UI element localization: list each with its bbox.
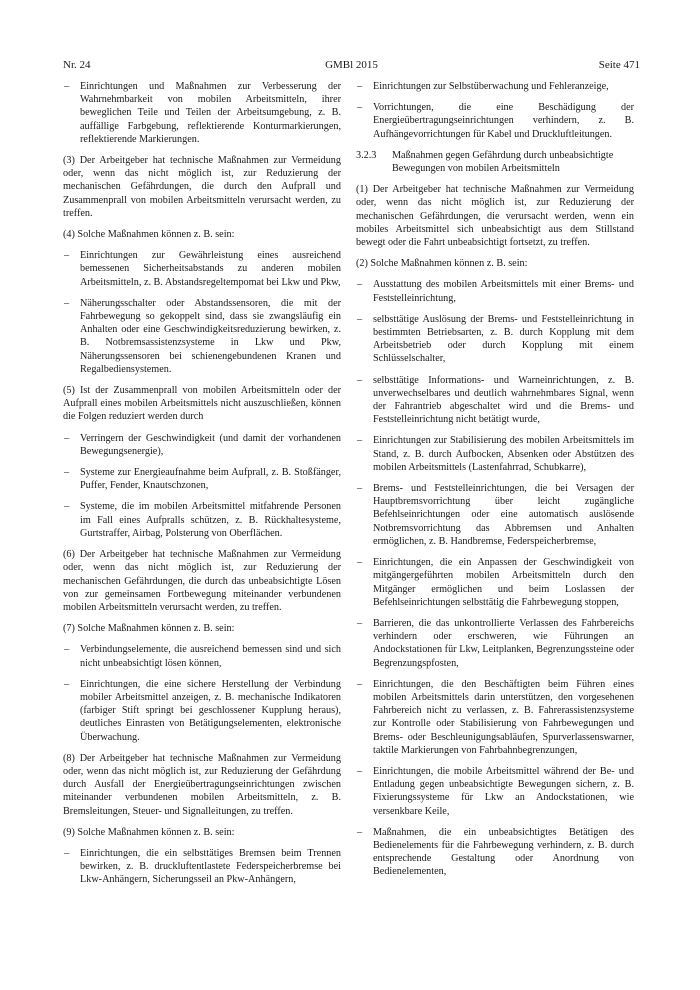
list-item-text: Verringern der Geschwindigkeit (und damit der vorhandenen Bewegungsenergie), [80,432,341,457]
list-dash: – [64,81,70,92]
list-item-text: Brems- und Feststelleinrichtungen, die bei Versagen der Hauptbremsvorrichtung über leicht zugängliche Befehlseinrichtungen oder eine automatisch auslösende Notbremsvorrichtung das Abbremsen und Anhalten ermöglichen, z. B. Handbremse, Federspeicherbremse, [373,483,634,547]
list-dash: – [357,678,363,690]
list-item-text: Maßnahmen, die ein unbeabsichtigtes Betätigen des Bedienelements für die Fahrbewegung verhindern, z. B. durch entsprechende Gestaltung oder Anordnung von Bedienelementen, [373,826,634,878]
section-number: 3.2.3 [356,149,377,161]
list-item-text: Einrichtungen, die eine sichere Herstellung der Verbindung mobiler Arbeitsmittel anzeigen, z. B. mechanische Indikatoren (farbiger Stift springt bei geschlossener Kupplung heraus), deutliches Einrasten von Betätigungselementen, elektronische Überwachung. [80,678,341,743]
list-item [63,678,341,744]
list-item-text: Näherungsschalter oder Abstandssensoren, die mit der Fahrbewegung so gekoppelt sind, dass sie zwangsläufig ein Anhalten oder eine Geschwindigkeitsreduzierung bewirken, z. B. Notbremsassistenzsysteme in Lkw und Pkw, Näherungssensoren bei schienengebundenen Kranen und Regalbediensystemen. [80,297,341,375]
issue-number: Nr. 24 [63,59,91,71]
list-item-text: Systeme, die im mobilen Arbeitsmittel mitfahrende Personen im Fall eines Aufpralls schützen, z. B. Rückhaltesysteme, Gurtstraffer, Airbag, Polsterung von Oberflächen. [80,501,341,539]
list-dash: – [64,678,70,690]
list-dash: – [64,467,70,479]
list-dash: – [357,617,363,629]
list-dash: – [357,826,363,838]
list-item [356,278,634,304]
paragraph: (9) Solche Maßnahmen können z. B. sein: [63,826,235,838]
paragraph: (8) Der Arbeitgeber hat technische Maßnahmen zur Vermeidung oder, wenn das nicht möglich ist, zur Reduzierung der Gefährdung durch Ausfall der Energieübertragungseinrichtungen zwischen miteinander verbundenen mobilen Arbeitsmitteln, z. B. Bremsleitungen, Steuer- und Signalleitungen, zu treffen. [63,752,341,817]
paragraph: (3) Der Arbeitgeber hat technische Maßnahmen zur Vermeidung oder, wenn das nicht möglich ist, zur Reduzierung der mechanischen Gefährdungen, die durch den Aufprall und Zusammenprall von mobilen Arbeitsmitteln verursacht werden, zu treffen. [63,155,341,219]
list-item [63,466,341,492]
list-item [63,80,341,146]
paragraph: (2) Solche Maßnahmen können z. B. sein: [356,258,528,270]
list-item-text: Systeme zur Energieaufnahme beim Aufprall, z. B. Stoßfänger, Puffer, Fender, Knautschzonen, [80,467,341,492]
list-item-text: Einrichtungen, die den Beschäftigten beim Führen eines mobilen Arbeitsmittels darin unterstützen, den vorgesehenen Fahrbereich nicht zu verlassen, z. B. Fahrerassistenzsysteme zur Kontrolle oder Stabilisierung von Fahrbewegungen und Brems- oder Beschleunigungsabläufen, Spurverlassenswarner, taktile Markierungen von Fahrbahnbegrenzungen, [373,678,634,756]
page-header [63,58,640,72]
list-item-text: Einrichtungen zur Selbstüberwachung und Fehleranzeige, [373,81,609,92]
list-item-text: Einrichtungen, die ein selbsttätiges Bremsen beim Trennen bewirken, z. B. druckluftentlastete Federspeicherbremse bei Lkw-Anhängern, Sicherungsseil an Pkw-Anhängern, [80,847,341,886]
list-dash: – [357,765,363,777]
list-item-text: Ausstattung des mobilen Arbeitsmittels mit einer Brems- und Feststelleinrichtung, [373,279,634,304]
list-item-text: Einrichtungen zur Stabilisierung des mobilen Arbeitsmittels im Stand, z. B. durch Aufbocken, Absenken oder Abstützen des mobilen Arbeitsmittels (Lastenfahrrad, Schubkarre), [373,435,634,473]
list-dash: – [64,297,70,309]
list-dash: – [64,644,70,656]
list-item [356,313,634,366]
list-item-text: Einrichtungen und Maßnahmen zur Verbesserung der Wahrnehmbarkeit von mobilen Arbeitsmitteln, ihrer beweglichen Teile und Teilen der Arbeitsumgebung, z. B. auffällige Farbgebung, reflektierende Konturmarkierungen, reflektierende Markierungen. [80,81,341,145]
paragraph: (5) Ist der Zusammenprall von mobilen Arbeitsmitteln oder der Aufprall eines mobilen Arbeitsmittels nicht auszuschließen, können die Folgen reduziert werden durch [63,385,341,423]
list-dash: – [64,847,70,859]
list-item [356,482,634,548]
list-item-text: Vorrichtungen, die eine Beschädigung der Energieübertragungseinrichtungen verhindern, z. B. Aufhängevorrichtungen für Kabel und Druckluftleitungen. [373,102,634,140]
list-item [356,826,634,879]
list-item [356,556,634,609]
journal-name: GMBl 2015 [325,59,378,71]
right-column [356,80,634,887]
list-item [63,500,341,540]
list-dash: – [357,313,363,325]
list-item-text: Barrieren, die das unkontrollierte Verlassen des Fahrbereichs verhindern oder erschweren, wie Führungen an Andockstationen für Lkw, Leitplanken, Begrenzungssteine oder Begrenzungspfosten, [373,617,634,669]
list-dash: – [357,279,363,291]
list-item [356,765,634,818]
list-item [63,643,341,669]
list-item [356,374,634,427]
list-dash: – [64,432,70,444]
section-title: Maßnahmen gegen Gefährdung durch unbeabsichtigte Bewegungen von mobilen Arbeitsmitteln [392,149,614,175]
list-dash: – [357,102,363,114]
list-item [356,101,634,141]
list-dash: – [357,557,363,569]
list-dash: – [64,250,70,262]
list-item-text: Einrichtungen zur Gewährleistung eines ausreichend bemessenen Sicherheitsabstands zu anderen mobilen Arbeitsmitteln, z. B. Abstandsregeltempomat bei Lkw und Pkw, [80,250,341,288]
page-number: Seite 471 [598,59,640,71]
list-dash: – [357,81,363,92]
list-item [63,297,341,376]
list-item [356,80,634,93]
list-item-text: selbsttätige Informations- und Warneinrichtungen, z. B. unverwechselbares und deutlich wahrnehmbares Signal, wenn der Fahrantrieb abgeschaltet wird und die Brems- und Feststelleinrichtung nicht betätigt wurde, [373,374,634,426]
list-item [356,678,634,757]
list-item [356,434,634,474]
list-dash: – [64,501,70,513]
list-item-text: selbsttätige Auslösung der Brems- und Feststelleinrichtung in bestimmten Betriebsarten, z. B. durch Kopplung mit dem Arbeitsbetrieb oder durch Kopplung mit einem Schlüsselschalter, [373,313,634,365]
list-item-text: Einrichtungen, die ein Anpassen der Geschwindigkeit von mitgängergeführten mobilen Arbeitsmitteln durch den Mitgänger ermöglichen und beim Loslassen der Befehlseinrichtungen selbsttätig die Fahrbewegung stoppen, [373,557,634,608]
paragraph: (7) Solche Maßnahmen können z. B. sein: [63,623,235,635]
left-column [63,80,341,895]
list-item [63,249,341,289]
list-dash: – [357,483,363,495]
paragraph: (4) Solche Maßnahmen können z. B. sein: [63,229,235,241]
list-item-text: Einrichtungen, die mobile Arbeitsmittel während der Be- und Entladung gegen unbeabsichtigte Bewegungen sichern, z. B. Fixierungssysteme für Lkw an Andockstationen, wie versenkbare Keile, [373,765,634,817]
list-item-text: Verbindungselemente, die ausreichend bemessen sind und sich nicht unbeabsichtigt lösen können, [80,644,341,669]
section-heading [356,149,634,175]
paragraph: (1) Der Arbeitgeber hat technische Maßnahmen zur Vermeidung oder, wenn das nicht möglich ist, zur Reduzierung der mechanischen Gefährdungen, die verursacht werden, wenn ein mobiles Arbeitsmittel sich unbeabsichtigt aus dem Stillstand bewegt oder die Fahrt unbeabsichtigt fortsetzt, zu treffen. [356,184,634,249]
list-dash: – [357,435,363,447]
list-item [63,847,341,887]
list-dash: – [357,374,363,386]
list-item [63,432,341,458]
list-item [356,617,634,670]
paragraph: (6) Der Arbeitgeber hat technische Maßnahmen zur Vermeidung oder, wenn das nicht möglich ist, zur Reduzierung der mechanischen Gefährdungen, die durch das unbeabsichtigte Lösen von zur gemeinsamen Fortbewegung miteinander verbundenen mobilen Arbeitsmitteln verursacht werden, zu treffen. [63,549,341,613]
